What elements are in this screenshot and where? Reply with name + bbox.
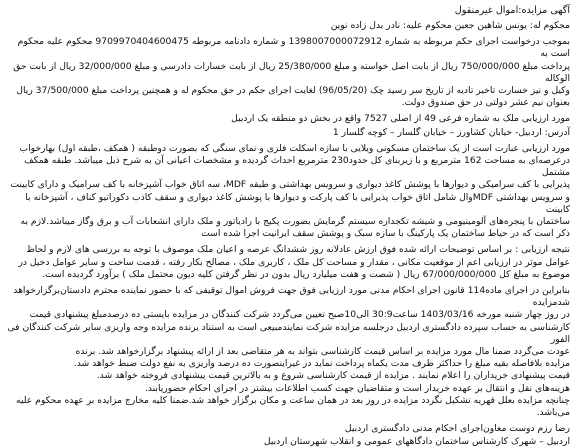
paragraph-property (6, 113, 570, 138)
paragraph-line: عودت می‌گردد ضمنا مال مورد مزایده بر اساس قیمت کارشناسی بتواند به هر متقاضی بعد از ارائه پیشنهاد برگزارخواهد شد. برنده (75, 346, 570, 358)
paragraph-line: ذکر است که در حیاط ساختمان یک پارکینگ با سازه سبک و پوشش سقف ایرانیت اجرا شده است (201, 228, 570, 240)
paragraph-line: و سرویس بهداشتی MDFوال شامل اتاق خواب پذیرایی با کف پارکت و دیوارها با پوشش کاغذ دیواری و سقف کاذب دکوراتیو کناف ، آشپزخانه با کابینت (25, 191, 570, 215)
paragraph-line: قیمت پیشنهادی خریداران را اعلام نمایند . مزایده از قیمت کارشناسی شروع و به بالاترین قیمت پیشنهادی فروخته خواهد شد. (96, 370, 570, 382)
paragraph-line: نتیجه ارزیابی : بر اساس توضیحات ارائه شده فوق ارزش عادلانه روز ششدانگ عرصه و اعیان ملک موصوف با توجه به بررسی های لازم و لحاظ (26, 244, 570, 256)
paragraph-line: در روز چهار شنبه مورخه 1403/03/16 ساعت30:9 الی10صبح تعیین می‌گردد شرکت کنندگان در مزایده بایستی ده درصدمبلغ پیشنهادی قیمت (29, 309, 570, 321)
paragraph-line: موضوع به مبلغ کل 67/000/000/000 ریال ( شصت و هفت میلیارد ریال بدون در نظر گرفتن کلیه دیون محتمل ملک ) برآورد گردیده است. (42, 268, 570, 280)
paragraph-judgment (6, 36, 570, 109)
paragraph-line: درعرصه‌ای به مساحت 162 مترمربع و با زیربنای کل حدود230 مترمربع احداث گردیده و مشخصات اعیانی آن به شرح ذیل میباشد. طبقه همکف مشتمل (24, 155, 570, 179)
paragraph-line: هزینه‌های نقل و انتقال بر عهده خریدار است و متقاضیان جهت کسب اطلاعات بیشتر در اجرای احکام حضوریابند. (144, 382, 570, 394)
property-line: مورد ارزیابی ملک به شماره فرعی 49 از اصلی 7527 واقع در بخش دو منطقه یک اردبیل (231, 113, 570, 125)
paragraph-line: کارشناسی به حساب سپرده دادگستری اردبیل درجلسه مزایده شرکت نمایندمبیعی است به استناد برنده مزایده وجه واریزی سایر شرکت کنندگان فی الفور (7, 321, 570, 345)
footer (6, 423, 570, 447)
paragraph-line: ساختمان با پنجره‌های آلومینیومی و شیشه تکجداره سیستم گرمایش بصورت پکیج با رادیاتور و ملک دارای انشعابات آب و برق وگاز میباشد.لازم به (20, 216, 570, 228)
paragraph-line: پذیرایی با کف سرامیکی و دیوارها با پوشش کاغذ دیواری و سرویس بهداشتی و طبقه MDF، سه اتاق خواب آشپزخانه با کف سرامیک و دارای کابینت (10, 179, 570, 191)
paragraph-line: چنانچه مزایده بعلل قهریه تشکیل نگردد مزایده در روز بعد در همان ساعت و مکان برگزار خواهد شد.ضمنا کلیه مخارج مزایده بر عهده محکوم علیه می‌باشد. (16, 394, 570, 419)
paragraph-line: مزایده بلافاصله بقیه مبلغ را حداکثر ظرف مدت یکماه پرداخت نماید در غیراینصورت ده درصد واریزی به نفع دولت ضبط خواهد شد. (73, 358, 570, 370)
paragraph-description (6, 143, 570, 241)
paragraph-line: پرداخت مبلغ 750/000/000 ریال از بابت اصل خواسته و مبلغ 25/380/000 ریال از بابت خسارات دادرسی و مبلغ 32/000/000 ریال از بابت حق الوکاله (13, 60, 570, 84)
address-line: آدرس: اردبیل- خیابان کشاورز – خیابان گلسار – کوچه گلسار 1 (332, 126, 570, 138)
paragraph-line: وکیل و نیز خسارت تاخیر تادیه از تاریخ سر رسید چک (96/05/20) لغایت اجرای حکم در حق محکوم له و همچنین پرداخت مبلغ 37/500/000 ریال (16, 85, 570, 97)
paragraph-line: مورد ارزیابی عبارت است از یک ساختمان مسکونی ویلایی با سازه اسکلت فلزی و نمای سنگی که بصورت دوطبقه ( همکف ،طبقه اول) بهارخواب (19, 142, 570, 154)
paragraph-line: عوامل موثر در ارزیابی اعم از موقعیت مکانی ، مقدار و مساحت کل ملک ، کاربری ملک ، مصالح بکار رفته ، قدمت ساخت و سایر عوامل دخیل در (18, 256, 570, 268)
footer-address-line: اردبیل – شهرک کارشناس ساختمان دادگاههای عمومی و انقلاب شهرستان اردبیل (263, 435, 570, 447)
paragraph-line: بعنوان نیم عشر دولتی در حق صندوق دولت. (401, 97, 570, 109)
signature-line: رضا رزم دوست معاون‌اجرای احکام مدنی دادگستری اردبیل (344, 423, 570, 435)
paragraph-line: بموجب درخواست اجرای حکم مربوطه به شماره 1398007000072912 و شماره دادنامه مربوطه 9709970404600475 محکوم علیه محکوم است به (17, 36, 570, 60)
paragraph-line: بنابراین در اجرای ماده114 قانون اجرای احکام مدنی مورد ارزیابی فوق جهت فروش اموال توقیفی که با حضور نماینده محترم دادستان‌برگزارخواهد شدمزایده (13, 285, 570, 309)
parties-line: محکوم له: یونس شاهین جعین محکوم علیه: نادر بدل زاده نوین (330, 20, 570, 31)
paragraph-valuation (6, 244, 570, 281)
ad-type-heading: آگهی مزایده:اموال غیرمنقول (454, 5, 570, 16)
paragraph-auction-terms (6, 285, 570, 419)
